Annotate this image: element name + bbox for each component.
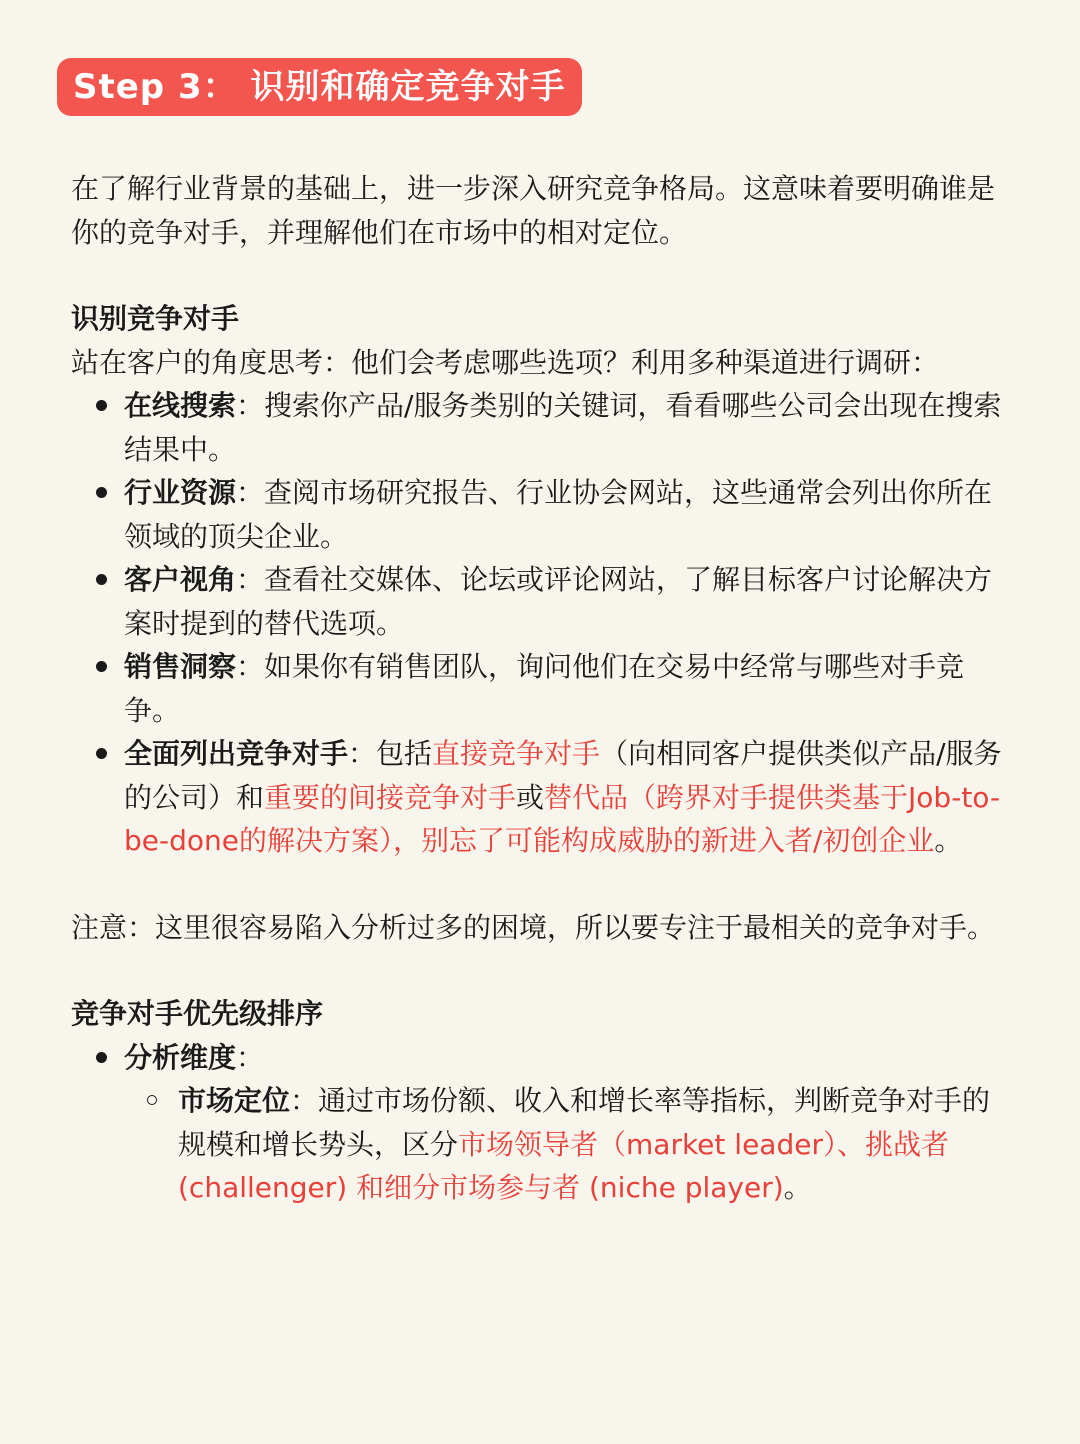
list-item-term: 销售洞察: [124, 650, 237, 683]
list-item-sep: ：: [236, 650, 265, 683]
article-body: [71, 167, 1011, 1210]
list-item-text: 或: [516, 780, 545, 814]
list-item-customer-view: [124, 558, 1011, 645]
list-item-term: 客户视角: [124, 563, 237, 596]
sublist-item-term: 市场定位: [178, 1084, 291, 1117]
list-item-term: 分析维度: [124, 1040, 237, 1074]
note-paragraph: 注意：这里很容易陷入分析过多的困境，所以要专注于最相关的竞争对手。: [71, 910, 996, 944]
list-item-text: 搜索你产品/服务类别的关键词，看看哪些公司会出现在搜索结果中。: [124, 389, 1002, 466]
list-item-term: 行业资源: [124, 476, 237, 509]
list-item-industry-resources: [124, 471, 1011, 558]
dimension-sublist: [124, 1079, 1011, 1210]
list-item-sep: ：: [236, 1040, 265, 1074]
sublist-item-sep: ：: [290, 1084, 319, 1117]
list-item-sep: ：: [236, 389, 265, 422]
sublist-item-text: 通过市场份额、收入和增长率等指标，判断竞争对手的规模和增长势头，区分: [178, 1084, 991, 1161]
list-item-text: 查看社交媒体、论坛或评论网站，了解目标客户讨论解决方案时提到的替代选项。: [124, 563, 993, 640]
priority-list: [71, 1036, 1011, 1210]
list-item-term: 全面列出竞争对手: [124, 737, 349, 770]
highlight-substitutes: 替代品（跨界对手提供类基于Job-to-be-done的解决方案），别忘了可能构成威胁的新进入者/初创企业: [124, 780, 1001, 857]
list-item-sep: ：: [236, 563, 265, 596]
highlight-direct-competitors: 直接竞争对手: [432, 737, 601, 770]
list-item-text: 查阅市场研究报告、行业协会网站，这些通常会列出你所在领域的顶尖企业。: [124, 476, 993, 553]
identify-description: 站在客户的角度思考：他们会考虑哪些选项？利用多种渠道进行调研：: [71, 345, 940, 379]
list-item-text: （向相同客户提供类似产品/服务的公司）和: [124, 737, 1002, 814]
intro-paragraph: 在了解行业背景的基础上，进一步深入研究竞争格局。这意味着要明确谁是你的竞争对手，并理解他们在市场中的相对定位。: [71, 172, 996, 249]
identify-list: [71, 384, 1011, 863]
list-item-text: 。: [934, 824, 963, 857]
list-item-text: 包括: [376, 737, 433, 770]
list-item-analysis-dimension: [124, 1036, 1011, 1210]
list-item-sep: ：: [236, 476, 265, 509]
highlight-indirect-competitors: 重要的间接竞争对手: [264, 780, 517, 814]
sublist-item-market-position: [178, 1079, 1011, 1210]
sublist-item-text: 。: [783, 1171, 812, 1204]
list-item-text: 如果你有销售团队，询问他们在交易中经常与哪些对手竞争。: [124, 650, 965, 727]
list-item-term: 在线搜索: [124, 389, 237, 422]
highlight-player-types: 市场领导者（market leader）、挑战者(challenger) 和细分市场参与者 (niche player): [178, 1127, 949, 1204]
list-item-online-search: [124, 384, 1011, 471]
list-item-full-list: [124, 732, 1011, 863]
priority-section-title: 竞争对手优先级排序: [71, 997, 324, 1030]
list-item-sep: ：: [348, 737, 377, 770]
list-item-sales-insight: [124, 645, 1011, 732]
step-badge: Step 3： 识别和确定竞争对手: [57, 58, 582, 116]
identify-section-title: 识别竞争对手: [71, 302, 240, 335]
